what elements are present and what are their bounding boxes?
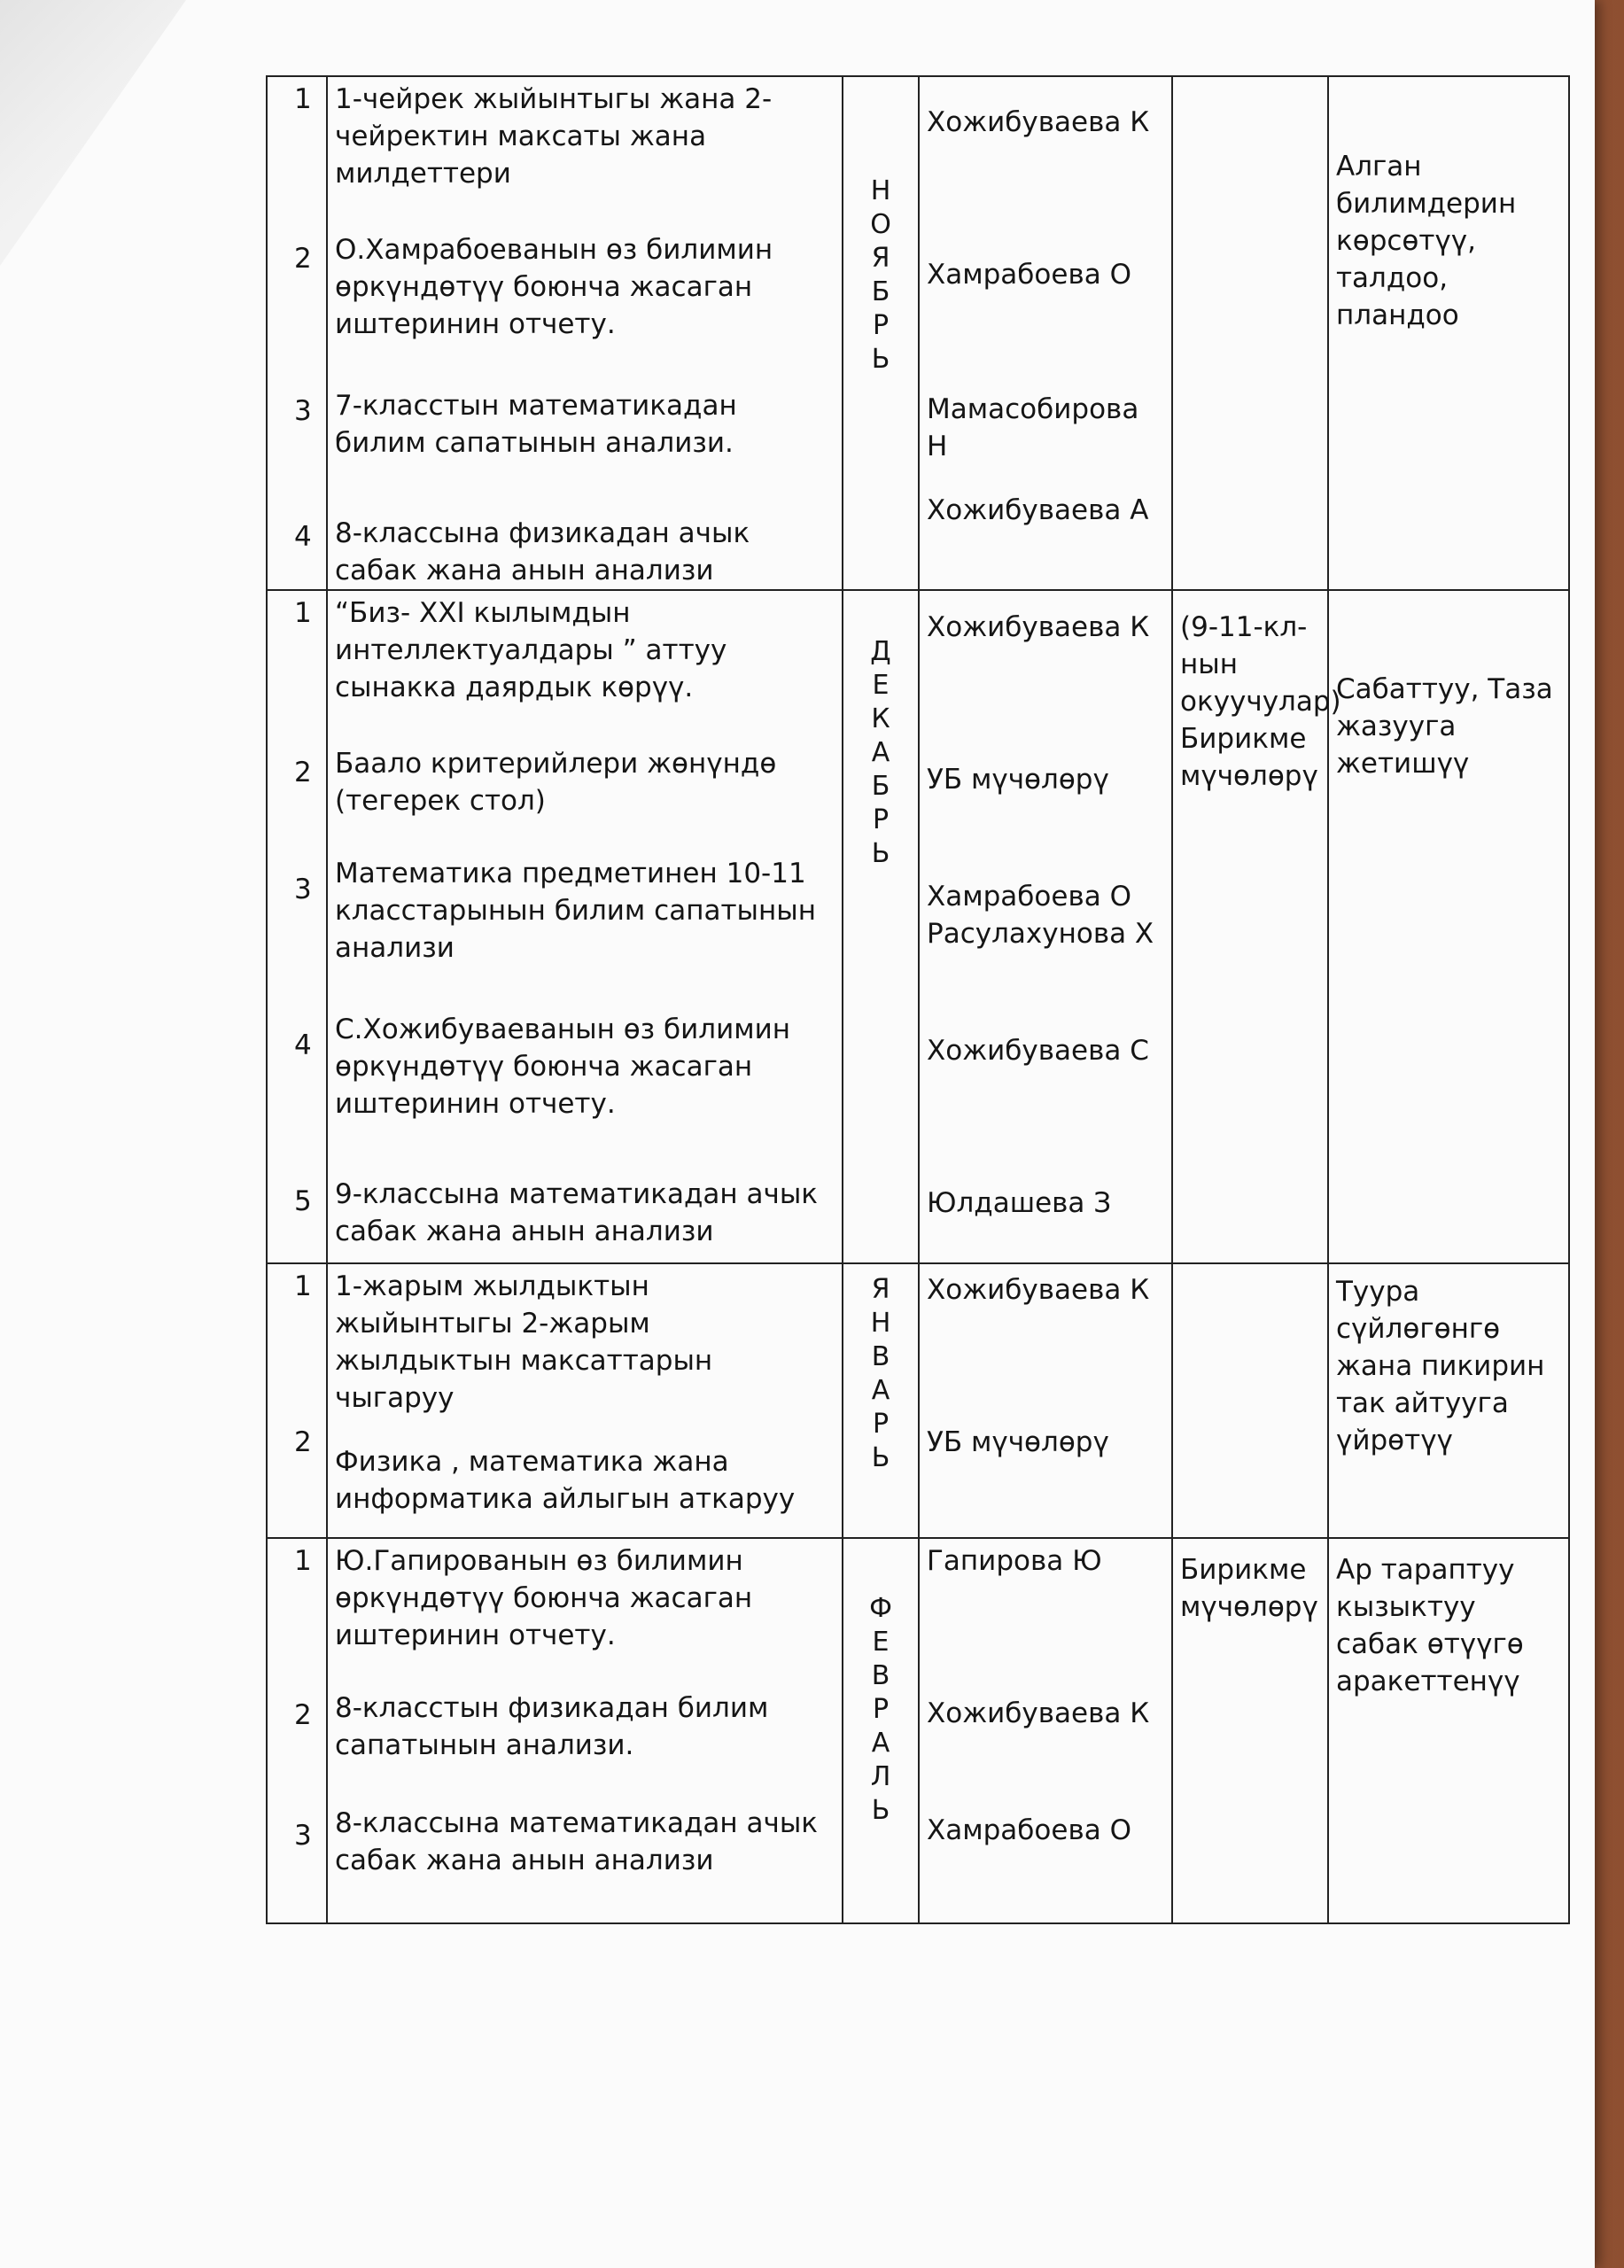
- section-january: [267, 1263, 1569, 1538]
- goal-text: Ар тараптуу кызыктуу сабак өтүүгө аракеттенүү: [1336, 1554, 1524, 1697]
- goal-cell: [1328, 590, 1569, 1263]
- section-february: [267, 1538, 1569, 1923]
- task-text: Математика предметинен 10-11 класстарынын билим сапатынын анализи: [335, 858, 817, 964]
- task-text: С.Хожибуваеванын өз билимин өркүндөтүү боюнча жасаган иштеринин отчету.: [335, 1014, 791, 1120]
- goal-cell: [1328, 1538, 1569, 1923]
- goal-text: Алган билимдерин көрсөтүү, талдоо, пландоо: [1336, 151, 1517, 331]
- task-text: О.Хамрабоеванын өз билимин өркүндөтүү боюнча жасаган иштеринин отчету.: [335, 234, 773, 340]
- row-numbers: [267, 1538, 327, 1923]
- row-numbers: [267, 1263, 327, 1538]
- responsible-name: Хожибуваева А: [927, 494, 1149, 526]
- task-cell: [327, 1263, 843, 1538]
- row-number: 1: [294, 1545, 312, 1577]
- month-label: ДЕКАБРЬ: [870, 636, 891, 869]
- task-text: 1-чейрек жыйынтыгы жана 2-чейректин максаты жана милдеттери: [335, 83, 773, 190]
- task-text: 8-класстын физикадан билим сапатынын анализи.: [335, 1692, 769, 1761]
- month-label: НОЯБРЬ: [870, 175, 891, 375]
- responsible-cell: [919, 76, 1172, 590]
- row-number: 5: [294, 1185, 312, 1217]
- goal-cell: [1328, 1263, 1569, 1538]
- folded-corner: [0, 0, 186, 266]
- responsible-name: Хожибуваева С: [927, 1035, 1149, 1067]
- row-number: 3: [294, 874, 312, 905]
- goal-text: Туура сүйлөгөнгө жана пикирин так айтууга үйрөтүү: [1336, 1276, 1545, 1456]
- audience-cell: [1172, 1538, 1328, 1923]
- responsible-cell: [919, 590, 1172, 1263]
- responsible-name: Мамасобирова Н: [927, 393, 1139, 462]
- task-text: Физика , математика жана информатика айлыгын аткаруу: [335, 1446, 796, 1515]
- task-text: 8-классына физикадан ачык сабак жана анын анализи: [335, 517, 750, 586]
- audience-text: Бирикме мүчөлөрү: [1180, 1554, 1318, 1623]
- audience-cell: [1172, 76, 1328, 590]
- task-text: Ю.Гапированын өз билимин өркүндөтүү боюнча жасаган иштеринин отчету.: [335, 1545, 753, 1651]
- row-number: 2: [294, 1426, 312, 1458]
- responsible-name: Гапирова Ю: [927, 1545, 1102, 1577]
- row-number: 1: [294, 597, 312, 629]
- section-december: [267, 590, 1569, 1263]
- responsible-name: Хожибуваева К: [927, 611, 1150, 643]
- task-cell: [327, 76, 843, 590]
- responsible-name: Хожибуваева К: [927, 106, 1150, 138]
- section-november: [267, 76, 1569, 590]
- responsible-name: Хожибуваева К: [927, 1274, 1150, 1306]
- row-number: 3: [294, 395, 312, 427]
- row-number: 4: [294, 521, 312, 553]
- task-cell: [327, 1538, 843, 1923]
- responsible-name: Юлдашева З: [927, 1187, 1112, 1219]
- task-text: 1-жарым жылдыктын жыйынтыгы 2-жарым жылдыктын максаттарын чыгаруу: [335, 1270, 713, 1414]
- task-text: 8-классына математикадан ачык сабак жана анын анализи: [335, 1807, 819, 1876]
- month-cell: [843, 76, 919, 590]
- responsible-name: Хамрабоева О: [927, 1814, 1131, 1846]
- responsible-name: Хамрабоева О Расулахунова Х: [927, 881, 1154, 950]
- responsible-cell: [919, 1538, 1172, 1923]
- responsible-name: Хожибуваева К: [927, 1697, 1150, 1729]
- row-numbers: [267, 590, 327, 1263]
- responsible-name: УБ мүчөлөрү: [927, 764, 1109, 796]
- row-number: 1: [294, 83, 312, 115]
- row-numbers: [267, 76, 327, 590]
- row-number: 1: [294, 1270, 312, 1302]
- task-text: Баало критерийлери жөнүндө (тегерек стол): [335, 748, 777, 817]
- goal-cell: [1328, 76, 1569, 590]
- task-cell: [327, 590, 843, 1263]
- responsible-name: УБ мүчөлөрү: [927, 1426, 1109, 1458]
- task-text: 7-класстын математикадан билим сапатынын анализи.: [335, 390, 737, 459]
- responsible-name: Хамрабоева О: [927, 259, 1131, 291]
- row-number: 4: [294, 1029, 312, 1061]
- month-label: ФЕВРАЛЬ: [869, 1593, 892, 1826]
- audience-text: (9-11-кл-нын окуучулар) Бирикме мүчөлөрү: [1180, 611, 1341, 792]
- row-number: 2: [294, 243, 312, 275]
- audience-cell: [1172, 590, 1341, 1263]
- month-cell: [843, 1263, 919, 1538]
- plan-table: [266, 75, 1570, 1924]
- task-text: “Биз- XXI кылымдын интеллектуалдары ” аттуу сынакка даярдык көрүү.: [335, 597, 727, 703]
- row-number: 3: [294, 1820, 312, 1852]
- row-number: 2: [294, 1699, 312, 1731]
- audience-cell: [1172, 1263, 1328, 1538]
- task-text: 9-классына математикадан ачык сабак жана анын анализи: [335, 1178, 819, 1247]
- row-number: 2: [294, 757, 312, 788]
- month-cell: [843, 590, 919, 1263]
- goal-text: Сабаттуу, Таза жазууга жетишүү: [1336, 673, 1553, 780]
- month-label: ЯНВАРЬ: [870, 1274, 891, 1473]
- month-cell: [843, 1538, 919, 1923]
- responsible-cell: [919, 1263, 1172, 1538]
